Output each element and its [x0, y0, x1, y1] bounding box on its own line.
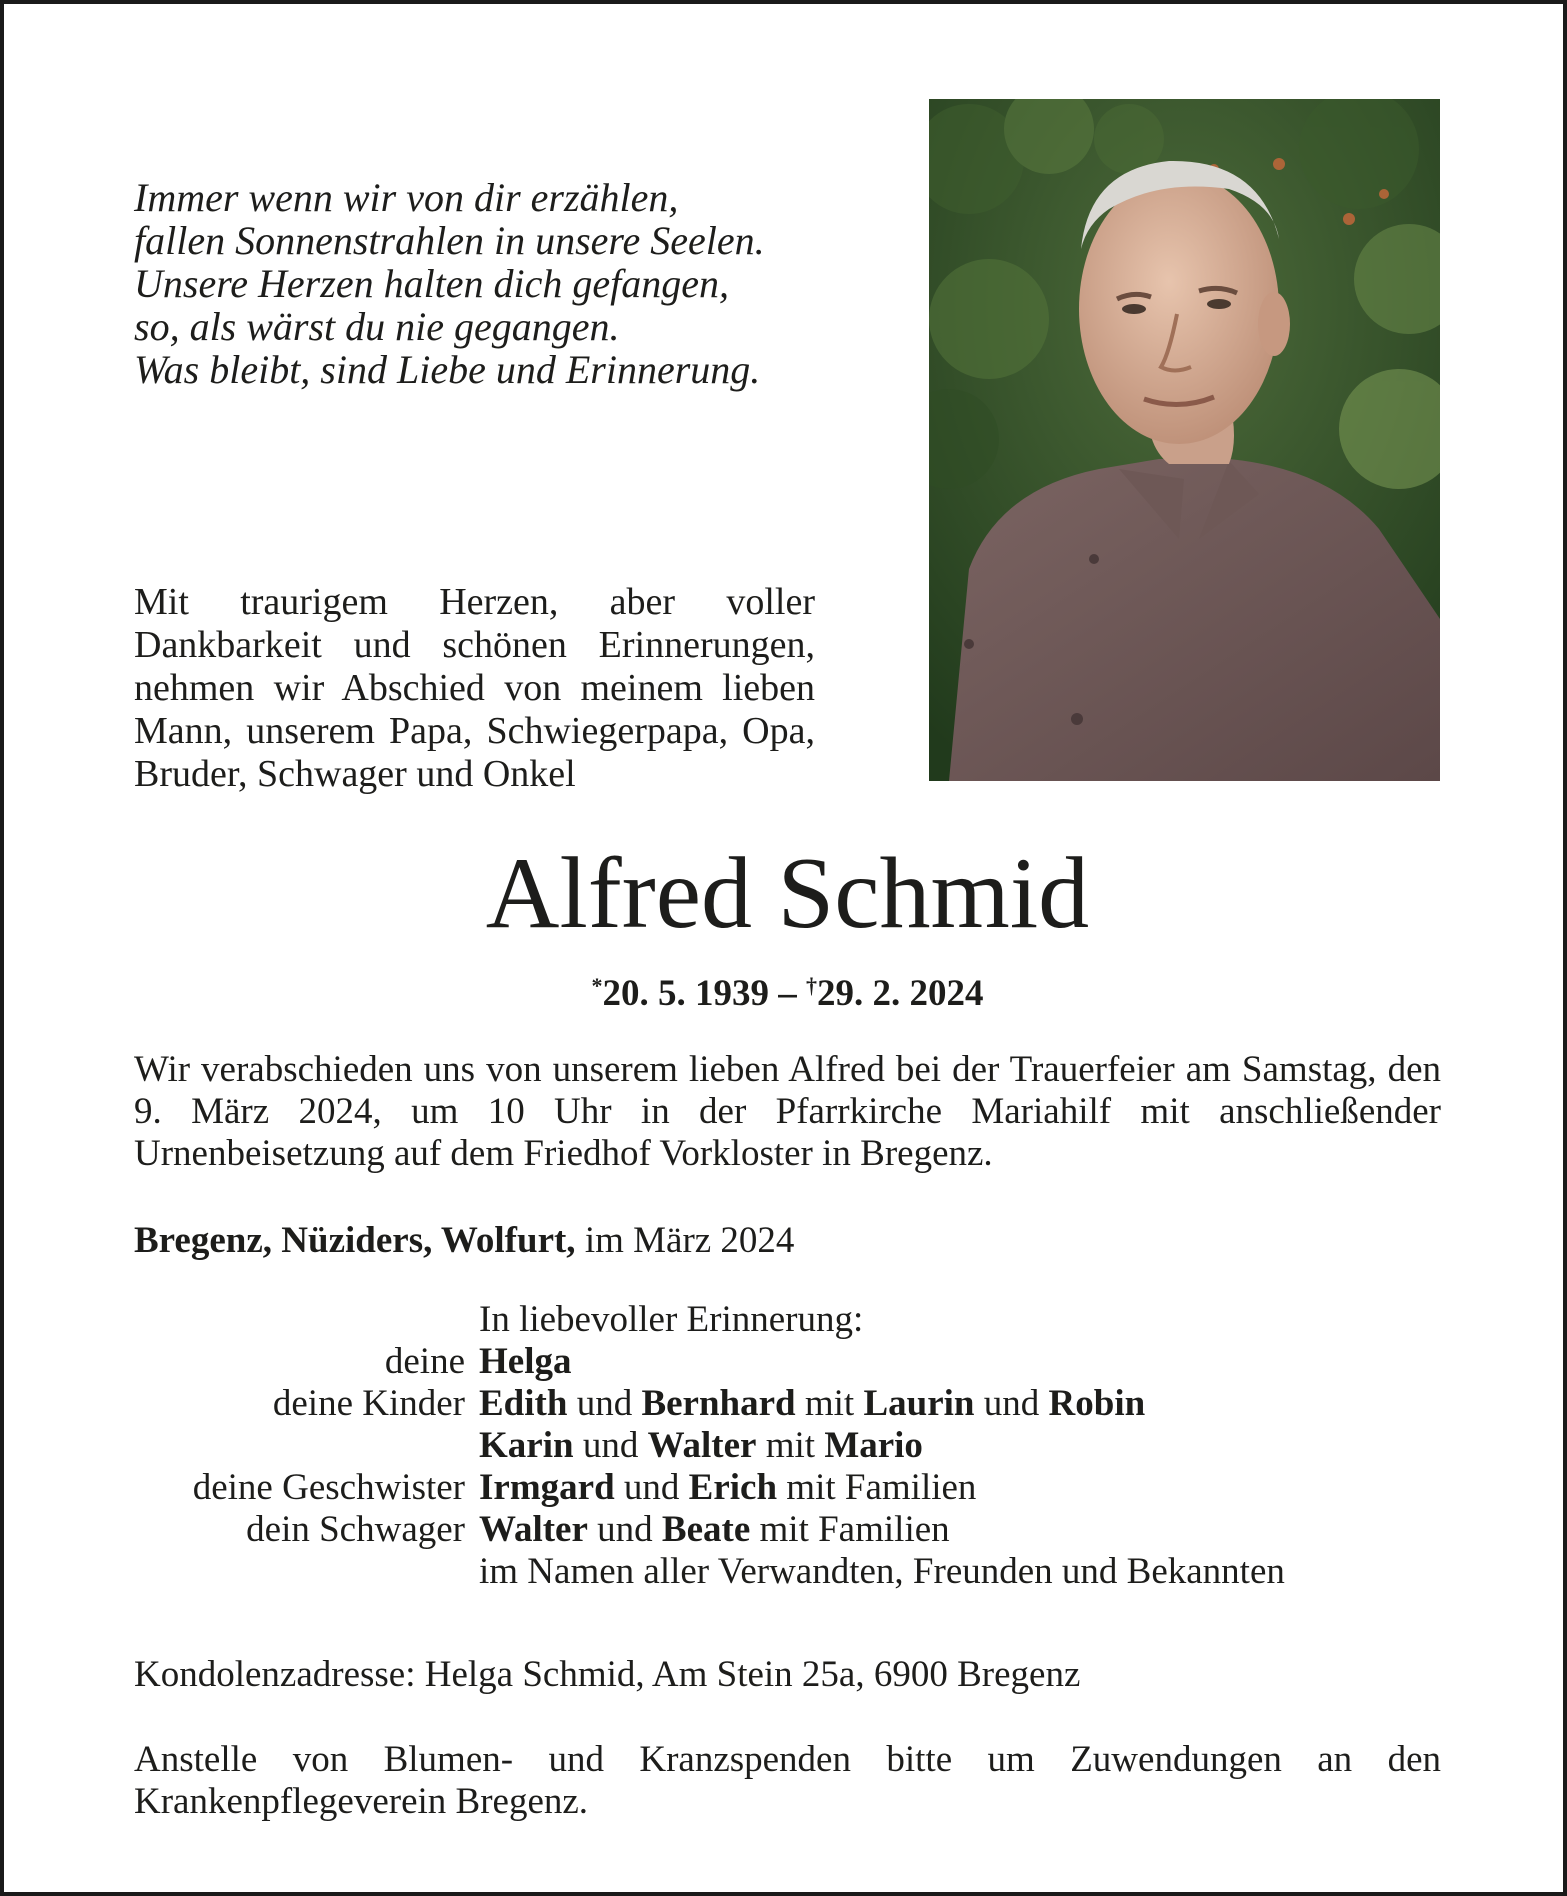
family-row [134, 1551, 1441, 1593]
birth-date: 20. 5. 1939 [602, 973, 769, 1014]
family-connector-text: mit Familien [777, 1467, 977, 1508]
family-block [134, 1299, 1441, 1593]
family-names [479, 1467, 976, 1509]
family-relation: deine Kinder [272, 1383, 465, 1424]
poem-line: so, als wärst du nie gegangen. [134, 304, 620, 349]
date-separator: – [769, 973, 806, 1014]
death-symbol: † [806, 973, 817, 998]
family-relation: deine Geschwister [192, 1467, 465, 1508]
birth-symbol: * [591, 973, 603, 998]
family-member-name: Helga [479, 1341, 572, 1382]
family-row [134, 1341, 1441, 1383]
family-member-name: Mario [824, 1425, 923, 1466]
family-relation: dein Schwager [246, 1509, 465, 1550]
family-names [479, 1551, 1285, 1593]
family-heading: In liebevoller Erinnerung: [479, 1299, 864, 1340]
poem-line: Immer wenn wir von dir erzählen, [134, 175, 679, 220]
condolence-address: Kondolenzadresse: Helga Schmid, Am Stein 25a, 6900 Bregenz [134, 1654, 1081, 1695]
family-names [479, 1383, 1145, 1425]
place-towns: Bregenz, Nüziders, Wolfurt, [134, 1220, 576, 1261]
family-relation [134, 1425, 479, 1467]
family-connector-text: mit [756, 1425, 825, 1466]
poem-line: Unsere Herzen halten dich gefangen, [134, 261, 730, 306]
poem [134, 176, 814, 391]
family-heading-row [134, 1299, 1441, 1341]
family-connector-text: und [567, 1383, 642, 1424]
family-row [134, 1509, 1441, 1551]
family-row [134, 1383, 1441, 1425]
deceased-name: Alfred Schmid [485, 837, 1090, 950]
family-member-name: Edith [479, 1383, 568, 1424]
family-member-name: Beate [661, 1509, 751, 1550]
family-member-name: Walter [647, 1425, 757, 1466]
family-relation: deine [384, 1341, 465, 1382]
family-connector-text: im Namen aller Verwandten, Freunden und Bekannten [479, 1551, 1285, 1592]
family-names [479, 1425, 923, 1467]
family-member-name: Karin [479, 1425, 574, 1466]
family-connector-text: und [614, 1467, 689, 1508]
family-connector-text: und [587, 1509, 662, 1550]
family-member-name: Robin [1048, 1383, 1146, 1424]
family-member-name: Walter [479, 1509, 588, 1550]
intro-text: Mit traurigem Herzen, aber voller Dankbarkeit und schönen Erinnerungen, nehmen wir Abschied von meinem lieben Mann, unserem Papa, Schwiegerpapa, Opa, Bruder, Schwager und Onkel [134, 581, 815, 795]
death-date: 29. 2. 2024 [817, 973, 984, 1014]
family-member-name: Irmgard [479, 1467, 615, 1508]
place-date-line [134, 1220, 1441, 1262]
portrait-photo [929, 99, 1440, 781]
poem-line: fallen Sonnenstrahlen in unsere Seelen. [134, 218, 765, 263]
family-connector-text: mit [795, 1383, 864, 1424]
service-text: Wir verabschieden uns von unserem lieben Alfred bei der Trauerfeier am Samstag, den 9. März 2024, um 10 Uhr in der Pfarrkirche Mariahilf mit anschließender Urnenbeisetzung auf dem Friedhof Vorkloster in Bregenz. [134, 1049, 1441, 1174]
family-names [479, 1341, 571, 1383]
family-connector-text: und [974, 1383, 1049, 1424]
family-member-name: Laurin [863, 1383, 975, 1424]
family-member-name: Bernhard [641, 1383, 796, 1424]
family-member-name: Erich [688, 1467, 778, 1508]
donation-note: Anstelle von Blumen- und Kranzspenden bitte um Zuwendungen an den Krankenpflegeverein Bregenz. [134, 1739, 1441, 1822]
family-names [479, 1509, 950, 1551]
family-row [134, 1425, 1441, 1467]
life-dates [4, 964, 1567, 1016]
family-connector-text: mit Familien [750, 1509, 950, 1550]
poem-line: Was bleibt, sind Liebe und Erinnerung. [134, 347, 761, 392]
family-rows [134, 1341, 1441, 1593]
family-connector-text: und [573, 1425, 648, 1466]
family-row [134, 1467, 1441, 1509]
portrait-illustration [929, 99, 1440, 781]
place-date: im März 2024 [575, 1220, 795, 1261]
family-relation [134, 1551, 479, 1593]
